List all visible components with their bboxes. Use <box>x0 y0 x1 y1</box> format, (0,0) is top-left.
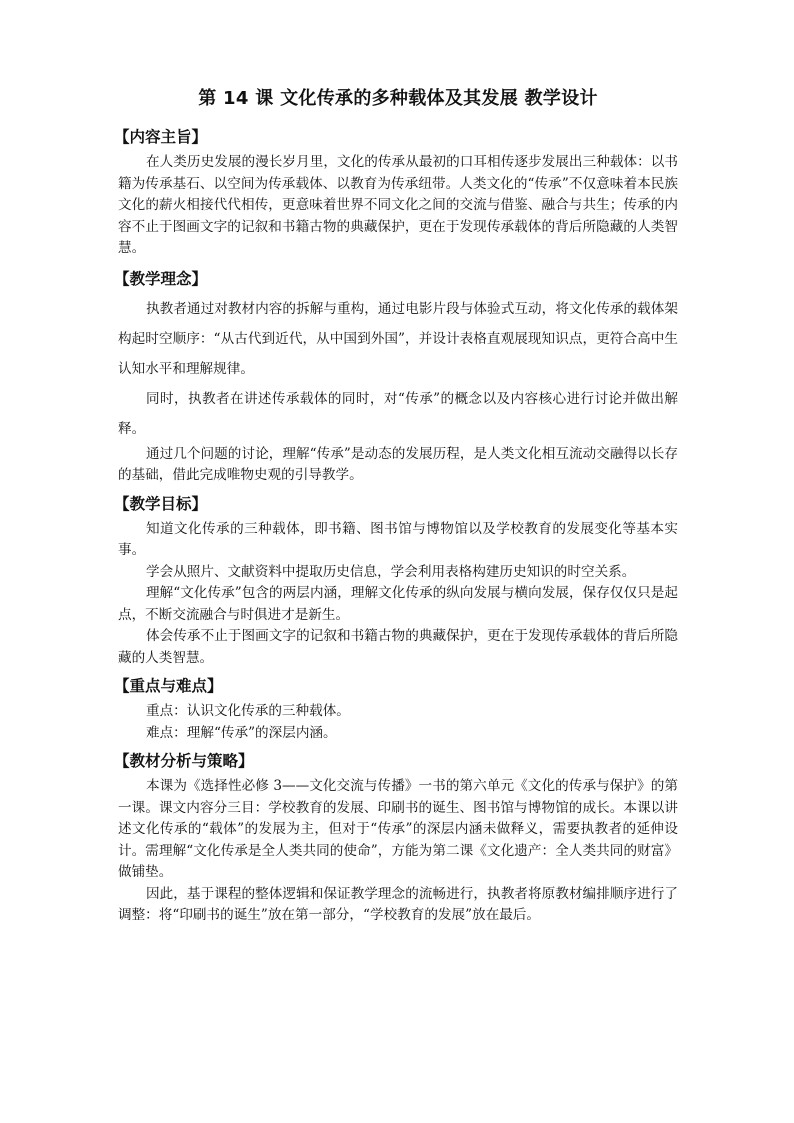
section-content-theme <box>114 126 678 260</box>
paragraph: 通过几个问题的讨论，理解“传承”是动态的发展历程，是人类文化相互流动交融得以长存的基础，借此完成唯物史观的引导教学。 <box>118 445 678 483</box>
section-heading: 【内容主旨】 <box>114 128 208 146</box>
paragraph: 难点：理解“传承”的深层内涵。 <box>146 724 337 741</box>
paragraph: 因此，基于课程的整体逻辑和保证教学理念的流畅进行，执教者将原教材编排顺序进行了调整：将“印刷书的诞生”放在第一部分，“学校教育的发展”放在最后。 <box>118 885 678 923</box>
paragraph: 重点：认识文化传承的三种载体。 <box>146 703 350 719</box>
section-teaching-philosophy <box>114 268 678 487</box>
document-title: 第 14 课 文化传承的多种载体及其发展 教学设计 <box>198 88 598 109</box>
paragraph: 执教者通过对教材内容的拆解与重构，通过电影片段与体验式互动，将文化传承的载体架构起时空顺序：“从古代到近代，从中国到外国”，并设计表格直观展现知识点，更符合高中生认知水平和理解规律。 <box>118 300 678 377</box>
paragraph: 知道文化传承的三种载体，即书籍、图书馆与博物馆以及学校教育的发展变化等基本实事。 <box>118 520 678 558</box>
paragraph: 本课为《选择性必修 3——文化交流与传播》一书的第六单元《文化的传承与保护》的第一课。课文内容分三目：学校教育的发展、印刷书的诞生、图书馆与博物馆的成长。本课以讲述文化传承的“载体”的发展为主，但对于“传承”的深层内涵未做释义，需要执教者的延伸设计。需理解“文化传承是全人类共同的使命”，方能为第二课《文化遗产：全人类共同的财富》做铺垫。 <box>118 778 678 880</box>
section-teaching-goals <box>114 493 678 670</box>
section-heading: 【教学理念】 <box>114 269 208 288</box>
paragraph: 理解“文化传承”包含的两层内涵，理解文化传承的纵向发展与横向发展，保存仅仅只是起点，不断交流融合与时俱进才是新生。 <box>118 585 678 623</box>
section-heading: 【教学目标】 <box>114 494 208 513</box>
paragraph: 学会从照片、文献资料中提取历史信息，学会利用表格构建历史知识的时空关系。 <box>146 563 636 580</box>
paragraph: 在人类历史发展的漫长岁月里，文化的传承从最初的口耳相传逐步发展出三种载体：以书籍为传承基石、以空间为传承载体、以教育为传承纽带。人类文化的“传承”不仅意味着本民族文化的薪火相接代代相传，更意味着世界不同文化之间的交流与借鉴、融合与共生；传承的内容不止于图画文字的记叙和书籍古物的典藏保护，更在于发现传承载体的背后所隐藏的人类智慧。 <box>118 154 678 256</box>
section-heading: 【重点与难点】 <box>114 677 223 695</box>
paragraph: 同时，执教者在讲述传承载体的同时，对“传承”的概念以及内容核心进行讨论并做出解释。 <box>118 390 678 437</box>
section-key-points <box>114 675 678 744</box>
paragraph: 体会传承不止于图画文字的记叙和书籍古物的典藏保护，更在于发现传承载体的背后所隐藏的人类智慧。 <box>118 628 678 666</box>
section-textbook-analysis <box>114 750 678 927</box>
document-page <box>114 86 678 933</box>
section-heading: 【教材分析与策略】 <box>114 752 254 770</box>
